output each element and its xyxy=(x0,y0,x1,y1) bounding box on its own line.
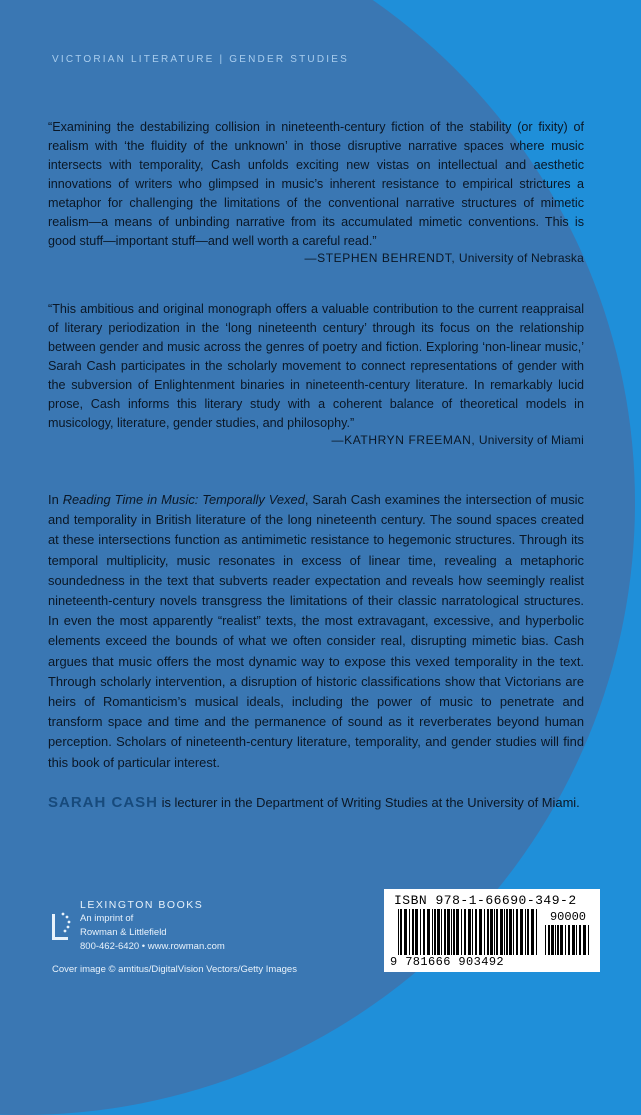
barcode-bar xyxy=(479,909,482,955)
barcode-bar xyxy=(516,909,518,955)
barcode-bar xyxy=(487,909,489,955)
barcode-bar xyxy=(548,925,550,955)
barcode-bar xyxy=(496,909,498,955)
barcode-bar xyxy=(404,909,407,955)
barcode-bar xyxy=(468,909,471,955)
barcode-bar xyxy=(572,925,575,955)
barcode-bar xyxy=(509,909,512,955)
barcode-bar xyxy=(456,909,459,955)
publisher-line1: An imprint of xyxy=(80,913,134,924)
description-lead: In xyxy=(48,492,63,507)
barcode-bar xyxy=(551,925,554,955)
quote-1-attribution xyxy=(48,251,584,265)
quote-2-attribution xyxy=(48,433,584,447)
barcode xyxy=(384,889,600,972)
barcode-bar xyxy=(545,925,546,955)
quote-2 xyxy=(48,300,584,447)
lexington-logo-icon xyxy=(50,908,72,942)
barcode-bar xyxy=(527,909,529,955)
series-label: VICTORIAN LITERATURE | GENDER STUDIES xyxy=(52,54,349,65)
barcode-bar xyxy=(500,909,503,955)
cover-credit: Cover image © amtitus/DigitalVision Vectors/Getty Images xyxy=(52,964,297,975)
barcode-bar xyxy=(398,909,399,955)
barcode-bar xyxy=(475,909,477,955)
barcode-bar xyxy=(531,909,534,955)
barcode-bar xyxy=(453,909,455,955)
author-name: SARAH CASH xyxy=(48,794,159,811)
publisher-contact: 800-462-6420 • www.rowman.com xyxy=(80,941,225,952)
quote-1-text: “Examining the destabilizing collision in nineteenth-century fiction of the stability (or fixity) of realism with ‘the fluidity of the unknown’ in those disruptive narrative spaces where music intersects with temporality, Cash unfolds exciting new vistas on intellectual and aesthetic innovations of writers who glimpsed in music’s inherent resistance to empirical strictures a metaphor for challenging the limitations of the conventional narrative structures of mimetic realism—a means of unbinding narrative from its accumulated mimetic conventions. This is good stuff—important stuff—and well worth a careful read.” xyxy=(48,120,584,248)
quote-1-affiliation: University of Nebraska xyxy=(458,251,584,265)
ean-barcode-bars xyxy=(398,909,538,955)
barcode-bar xyxy=(583,925,586,955)
barcode-bar xyxy=(415,909,418,955)
barcode-bar xyxy=(557,925,559,955)
barcode-digits: 9 781666 903492 xyxy=(390,955,505,969)
barcode-bar xyxy=(484,909,485,955)
barcode-bar xyxy=(464,909,466,955)
barcode-bar xyxy=(441,909,442,955)
barcode-bar xyxy=(451,909,452,955)
barcode-bar xyxy=(412,909,414,955)
barcode-bar xyxy=(434,909,436,955)
barcode-bar xyxy=(525,909,526,955)
barcode-bar xyxy=(444,909,446,955)
quote-2-affiliation: University of Miami xyxy=(478,433,584,447)
barcode-bar xyxy=(560,925,563,955)
description-text xyxy=(48,490,584,773)
barcode-bar xyxy=(432,909,433,955)
barcode-bar xyxy=(427,909,430,955)
barcode-bar xyxy=(555,925,556,955)
price-barcode-bars xyxy=(545,925,591,955)
author-bio xyxy=(48,794,584,811)
quote-1-name: —STEPHEN BEHRENDT, xyxy=(304,251,456,265)
barcode-bar xyxy=(409,909,410,955)
price-code: 90000 xyxy=(549,910,586,924)
barcode-bar xyxy=(568,925,570,955)
description-body: , Sarah Cash examines the intersection of music and temporality in British literature of the long nineteenth century. The sound spaces created at these intersections function as antimimetic resistance to hegemonic structures. Through its temporal multiplicity, music resonates in excess of linear time, revealing a metaphoric soundedness in the text that subverts reader expectation and reveals how seemingly realist nineteenth-century novels transgress the limitations of their classic narratological structures. In even the most apparently “realist” texts, the most extravagant, excessive, and hyperbolic elements exceed the bounds of what we often consider real, disrupting mimetic bias. Cash argues that music offers the most dynamic way to expose this vexed temporality in the text. Through scholarly intervention, a disruption of historic classifications show that Victorians are heirs of Romanticism’s musical ideals, including the power of music to penetrate and transform space and time and the permanence of sound as it reverberates beyond human perception. Scholars of nineteenth-century literature, temporality, and gender studies will find this book of particular interest. xyxy=(48,492,584,770)
barcode-bar xyxy=(565,925,566,955)
isbn-text: ISBN 978-1-66690-349-2 xyxy=(394,893,577,908)
barcode-bar xyxy=(400,909,402,955)
barcode-bar xyxy=(536,909,537,955)
barcode-bar xyxy=(579,925,581,955)
barcode-bar xyxy=(576,925,577,955)
barcode-bar xyxy=(420,909,421,955)
barcode-bar xyxy=(494,909,495,955)
bio-text: is lecturer in the Department of Writing Studies at the University of Miami. xyxy=(158,795,580,810)
book-title: Reading Time in Music: Temporally Vexed xyxy=(62,492,305,507)
barcode-bar xyxy=(461,909,462,955)
barcode-bar xyxy=(490,909,493,955)
barcode-bar xyxy=(506,909,508,955)
barcode-bar xyxy=(437,909,440,955)
barcode-bar xyxy=(513,909,514,955)
quote-1 xyxy=(48,118,584,265)
book-description xyxy=(48,490,584,773)
barcode-bar xyxy=(588,925,589,955)
quote-2-name: —KATHRYN FREEMAN, xyxy=(331,433,476,447)
barcode-bar xyxy=(504,909,505,955)
barcode-bar xyxy=(520,909,523,955)
barcode-bar xyxy=(423,909,425,955)
publisher-name: LEXINGTON BOOKS xyxy=(80,899,204,911)
quote-2-text: “This ambitious and original monograph offers a valuable contribution to the current reappraisal of literary periodization in the ‘long nineteenth century’ through its focus on the relationship between gender and music across the genres of poetry and fiction. Exploring ‘non-linear music,’ Sarah Cash participates in the scholarly movement to connect representations of gender with the subversion of Enlightenment binaries in nineteenth-century literature. In remarkably lucid prose, Cash informs this literary study with a coherent balance of theoretical models in musicology, literature, gender studies, and philosophy.” xyxy=(48,302,584,430)
publisher-line2: Rowman & Littlefield xyxy=(80,927,167,938)
barcode-bar xyxy=(447,909,450,955)
barcode-bar xyxy=(472,909,473,955)
